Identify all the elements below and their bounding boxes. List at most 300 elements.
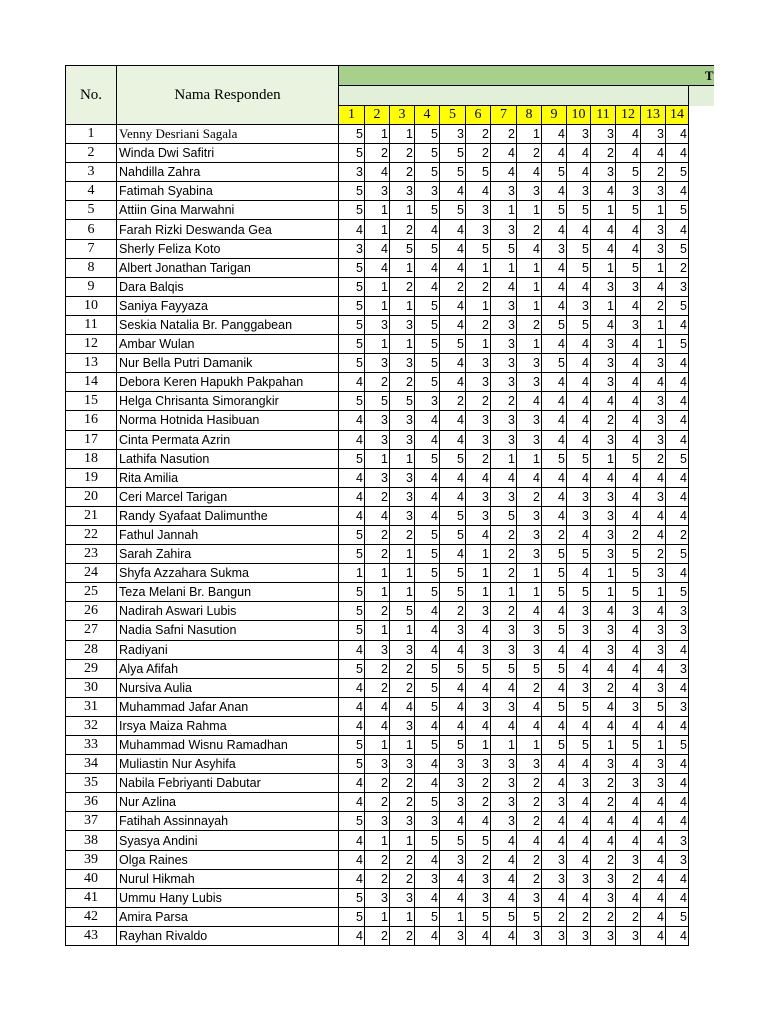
score-cell-q3: 2 — [390, 678, 415, 697]
score-cell-q2: 2 — [365, 487, 390, 506]
score-cell-q9: 4 — [542, 831, 567, 850]
score-cell-q1: 5 — [339, 449, 365, 468]
score-cell-q12: 4 — [616, 812, 641, 831]
score-cell-q2: 2 — [365, 545, 390, 564]
score-cell-q13: 2 — [641, 545, 666, 564]
score-cell-q14: 4 — [666, 373, 689, 392]
score-cell-q2: 2 — [365, 525, 390, 544]
row-ext — [689, 373, 714, 392]
score-cell-q3: 2 — [390, 774, 415, 793]
score-cell-q4: 5 — [415, 163, 440, 182]
score-cell-q7: 4 — [491, 716, 517, 735]
score-cell-q10: 4 — [567, 716, 591, 735]
row-number: 31 — [66, 697, 117, 716]
score-cell-q14: 4 — [666, 640, 689, 659]
score-cell-q7: 4 — [491, 163, 517, 182]
score-cell-q2: 1 — [365, 296, 390, 315]
score-cell-q5: 4 — [440, 354, 466, 373]
score-cell-q3: 2 — [390, 373, 415, 392]
score-cell-q6: 4 — [466, 525, 491, 544]
score-cell-q3: 2 — [390, 525, 415, 544]
score-cell-q6: 2 — [466, 125, 491, 144]
score-cell-q4: 4 — [415, 468, 440, 487]
score-cell-q14: 4 — [666, 678, 689, 697]
score-cell-q12: 5 — [616, 258, 641, 277]
score-cell-q5: 5 — [440, 659, 466, 678]
score-cell-q11: 2 — [591, 144, 616, 163]
score-cell-q3: 3 — [390, 755, 415, 774]
score-cell-q9: 3 — [542, 793, 567, 812]
score-cell-q9: 4 — [542, 277, 567, 296]
score-cell-q12: 4 — [616, 468, 641, 487]
score-cell-q11: 4 — [591, 220, 616, 239]
score-cell-q8: 1 — [517, 335, 542, 354]
score-cell-q11: 3 — [591, 335, 616, 354]
score-cell-q12: 4 — [616, 239, 641, 258]
score-cell-q11: 4 — [591, 659, 616, 678]
score-cell-q10: 3 — [567, 774, 591, 793]
respondent-name: Rayhan Rivaldo — [117, 926, 339, 945]
table-row — [66, 201, 714, 220]
score-cell-q14: 3 — [666, 277, 689, 296]
score-cell-q5: 4 — [440, 468, 466, 487]
score-cell-q7: 3 — [491, 296, 517, 315]
score-cell-q3: 2 — [390, 793, 415, 812]
table-row — [66, 774, 714, 793]
row-ext — [689, 487, 714, 506]
score-cell-q8: 1 — [517, 258, 542, 277]
score-cell-q2: 1 — [365, 277, 390, 296]
row-number: 42 — [66, 907, 117, 926]
score-cell-q7: 3 — [491, 354, 517, 373]
score-cell-q4: 5 — [415, 201, 440, 220]
score-cell-q9: 5 — [542, 449, 567, 468]
score-cell-q6: 1 — [466, 335, 491, 354]
score-cell-q4: 5 — [415, 564, 440, 583]
question-number-8: 8 — [517, 106, 542, 125]
row-number: 10 — [66, 296, 117, 315]
score-cell-q7: 2 — [491, 564, 517, 583]
score-cell-q5: 5 — [440, 564, 466, 583]
score-cell-q7: 4 — [491, 144, 517, 163]
score-cell-q12: 4 — [616, 659, 641, 678]
score-cell-q10: 4 — [567, 793, 591, 812]
score-cell-q12: 3 — [616, 277, 641, 296]
score-cell-q13: 4 — [641, 602, 666, 621]
table-row — [66, 449, 714, 468]
score-cell-q3: 3 — [390, 487, 415, 506]
score-cell-q14: 2 — [666, 525, 689, 544]
score-cell-q6: 4 — [466, 716, 491, 735]
respondent-table — [65, 65, 714, 946]
row-number: 19 — [66, 468, 117, 487]
score-cell-q8: 1 — [517, 449, 542, 468]
score-cell-q4: 5 — [415, 296, 440, 315]
score-cell-q12: 3 — [616, 182, 641, 201]
table-row — [66, 716, 714, 735]
row-number: 13 — [66, 354, 117, 373]
row-ext — [689, 163, 714, 182]
score-cell-q8: 2 — [517, 315, 542, 334]
score-cell-q3: 1 — [390, 296, 415, 315]
score-cell-q9: 5 — [542, 583, 567, 602]
score-cell-q8: 3 — [517, 755, 542, 774]
respondent-name: Ummu Hany Lubis — [117, 888, 339, 907]
score-cell-q5: 4 — [440, 430, 466, 449]
score-cell-q4: 5 — [415, 736, 440, 755]
row-ext — [689, 850, 714, 869]
score-cell-q6: 1 — [466, 583, 491, 602]
score-cell-q5: 5 — [440, 144, 466, 163]
score-cell-q12: 2 — [616, 907, 641, 926]
question-number-7: 7 — [491, 106, 517, 125]
question-number-12: 12 — [616, 106, 641, 125]
score-cell-q14: 4 — [666, 392, 689, 411]
score-cell-q11: 3 — [591, 755, 616, 774]
score-cell-q5: 1 — [440, 907, 466, 926]
table-row — [66, 163, 714, 182]
score-cell-q10: 4 — [567, 373, 591, 392]
score-cell-q1: 5 — [339, 201, 365, 220]
score-cell-q3: 1 — [390, 907, 415, 926]
score-cell-q9: 2 — [542, 525, 567, 544]
score-cell-q7: 3 — [491, 220, 517, 239]
score-cell-q8: 2 — [517, 220, 542, 239]
score-cell-q5: 5 — [440, 201, 466, 220]
score-cell-q11: 4 — [591, 315, 616, 334]
score-cell-q9: 4 — [542, 335, 567, 354]
table-row — [66, 335, 714, 354]
score-cell-q4: 5 — [415, 144, 440, 163]
score-cell-q14: 4 — [666, 812, 689, 831]
row-ext — [689, 736, 714, 755]
score-cell-q2: 3 — [365, 182, 390, 201]
score-cell-q6: 3 — [466, 697, 491, 716]
score-cell-q6: 1 — [466, 545, 491, 564]
question-number-14: 14 — [666, 106, 689, 125]
score-cell-q14: 4 — [666, 468, 689, 487]
score-cell-q12: 4 — [616, 487, 641, 506]
score-cell-q4: 4 — [415, 850, 440, 869]
score-cell-q11: 3 — [591, 487, 616, 506]
score-cell-q6: 4 — [466, 621, 491, 640]
score-cell-q4: 4 — [415, 926, 440, 945]
row-ext — [689, 926, 714, 945]
score-cell-q4: 3 — [415, 812, 440, 831]
score-cell-q9: 4 — [542, 182, 567, 201]
score-cell-q3: 3 — [390, 430, 415, 449]
respondent-name: Nabila Febriyanti Dabutar — [117, 774, 339, 793]
score-cell-q7: 1 — [491, 258, 517, 277]
score-cell-q4: 4 — [415, 277, 440, 296]
score-cell-q8: 1 — [517, 583, 542, 602]
row-number: 41 — [66, 888, 117, 907]
respondent-name: Rita Amilia — [117, 468, 339, 487]
score-cell-q7: 1 — [491, 449, 517, 468]
score-cell-q9: 4 — [542, 296, 567, 315]
score-cell-q12: 4 — [616, 678, 641, 697]
row-number: 32 — [66, 716, 117, 735]
score-cell-q14: 5 — [666, 239, 689, 258]
row-number: 29 — [66, 659, 117, 678]
score-cell-q11: 2 — [591, 907, 616, 926]
score-cell-q10: 5 — [567, 545, 591, 564]
score-cell-q5: 3 — [440, 793, 466, 812]
score-cell-q11: 1 — [591, 736, 616, 755]
row-number: 21 — [66, 506, 117, 525]
score-cell-q9: 3 — [542, 869, 567, 888]
score-cell-q14: 4 — [666, 182, 689, 201]
respondent-name: Helga Chrisanta Simorangkir — [117, 392, 339, 411]
row-number: 23 — [66, 545, 117, 564]
score-cell-q12: 4 — [616, 220, 641, 239]
score-cell-q9: 3 — [542, 239, 567, 258]
score-cell-q2: 3 — [365, 755, 390, 774]
row-ext — [689, 468, 714, 487]
score-cell-q6: 2 — [466, 449, 491, 468]
score-cell-q14: 4 — [666, 354, 689, 373]
score-cell-q8: 2 — [517, 487, 542, 506]
score-cell-q5: 4 — [440, 315, 466, 334]
score-cell-q2: 4 — [365, 258, 390, 277]
row-ext — [689, 392, 714, 411]
row-ext — [689, 621, 714, 640]
score-cell-q3: 5 — [390, 239, 415, 258]
score-cell-q13: 3 — [641, 564, 666, 583]
table-row — [66, 258, 714, 277]
score-cell-q7: 1 — [491, 736, 517, 755]
score-cell-q2: 2 — [365, 850, 390, 869]
score-cell-q14: 4 — [666, 411, 689, 430]
question-number-6: 6 — [466, 106, 491, 125]
score-cell-q8: 3 — [517, 888, 542, 907]
respondent-name: Teza Melani Br. Bangun — [117, 583, 339, 602]
score-cell-q2: 3 — [365, 411, 390, 430]
score-cell-q7: 4 — [491, 831, 517, 850]
score-cell-q10: 4 — [567, 564, 591, 583]
score-cell-q9: 4 — [542, 812, 567, 831]
score-cell-q7: 1 — [491, 583, 517, 602]
table-row — [66, 144, 714, 163]
score-cell-q3: 3 — [390, 182, 415, 201]
score-cell-q11: 3 — [591, 525, 616, 544]
score-cell-q7: 3 — [491, 640, 517, 659]
score-cell-q3: 1 — [390, 583, 415, 602]
table-row — [66, 354, 714, 373]
score-cell-q12: 5 — [616, 583, 641, 602]
row-number: 36 — [66, 793, 117, 812]
score-cell-q14: 4 — [666, 716, 689, 735]
respondent-name: Muhammad Wisnu Ramadhan — [117, 736, 339, 755]
score-cell-q11: 3 — [591, 354, 616, 373]
row-ext — [689, 812, 714, 831]
table-row — [66, 564, 714, 583]
score-cell-q2: 4 — [365, 163, 390, 182]
table-row — [66, 831, 714, 850]
score-cell-q8: 3 — [517, 354, 542, 373]
question-number-13: 13 — [641, 106, 666, 125]
score-cell-q14: 4 — [666, 487, 689, 506]
score-cell-q4: 5 — [415, 335, 440, 354]
score-cell-q3: 3 — [390, 716, 415, 735]
score-cell-q3: 1 — [390, 564, 415, 583]
respondent-name: Randy Syafaat Dalimunthe — [117, 506, 339, 525]
score-cell-q12: 3 — [616, 926, 641, 945]
respondent-name: Amira Parsa — [117, 907, 339, 926]
score-cell-q11: 3 — [591, 277, 616, 296]
score-cell-q2: 2 — [365, 659, 390, 678]
score-cell-q10: 4 — [567, 163, 591, 182]
score-cell-q14: 5 — [666, 163, 689, 182]
score-cell-q11: 3 — [591, 869, 616, 888]
score-cell-q10: 4 — [567, 411, 591, 430]
question-number-1: 1 — [339, 106, 365, 125]
score-cell-q14: 4 — [666, 506, 689, 525]
score-cell-q9: 3 — [542, 926, 567, 945]
score-cell-q6: 5 — [466, 831, 491, 850]
score-cell-q10: 4 — [567, 220, 591, 239]
score-cell-q1: 5 — [339, 315, 365, 334]
score-cell-q7: 2 — [491, 602, 517, 621]
row-ext — [689, 525, 714, 544]
respondent-name: Albert Jonathan Tarigan — [117, 258, 339, 277]
score-cell-q13: 3 — [641, 125, 666, 144]
table-row — [66, 430, 714, 449]
score-cell-q3: 1 — [390, 335, 415, 354]
score-cell-q10: 5 — [567, 239, 591, 258]
score-cell-q12: 4 — [616, 296, 641, 315]
respondent-name: Muhammad Jafar Anan — [117, 697, 339, 716]
header-band-fragment: T — [704, 67, 714, 83]
row-number: 5 — [66, 201, 117, 220]
row-number: 2 — [66, 144, 117, 163]
score-cell-q1: 5 — [339, 583, 365, 602]
score-cell-q7: 2 — [491, 545, 517, 564]
score-cell-q5: 5 — [440, 736, 466, 755]
respondent-name: Norma Hotnida Hasibuan — [117, 411, 339, 430]
score-cell-q5: 2 — [440, 392, 466, 411]
score-cell-q2: 2 — [365, 373, 390, 392]
score-cell-q5: 5 — [440, 335, 466, 354]
score-cell-q4: 4 — [415, 774, 440, 793]
score-cell-q2: 5 — [365, 392, 390, 411]
score-cell-q7: 3 — [491, 812, 517, 831]
score-cell-q14: 4 — [666, 430, 689, 449]
score-cell-q6: 3 — [466, 755, 491, 774]
row-ext — [689, 755, 714, 774]
score-cell-q14: 4 — [666, 755, 689, 774]
score-cell-q10: 4 — [567, 888, 591, 907]
row-number: 16 — [66, 411, 117, 430]
table-row — [66, 697, 714, 716]
respondent-name: Farah Rizki Deswanda Gea — [117, 220, 339, 239]
score-cell-q7: 2 — [491, 392, 517, 411]
score-cell-q7: 3 — [491, 373, 517, 392]
header-band-top — [339, 66, 714, 86]
score-cell-q2: 2 — [365, 869, 390, 888]
score-cell-q2: 1 — [365, 907, 390, 926]
score-cell-q13: 2 — [641, 163, 666, 182]
row-number: 3 — [66, 163, 117, 182]
score-cell-q2: 3 — [365, 430, 390, 449]
score-cell-q12: 4 — [616, 621, 641, 640]
score-cell-q6: 3 — [466, 888, 491, 907]
respondent-name: Sarah Zahira — [117, 545, 339, 564]
score-cell-q10: 3 — [567, 125, 591, 144]
score-cell-q7: 4 — [491, 468, 517, 487]
score-cell-q14: 3 — [666, 831, 689, 850]
score-cell-q8: 3 — [517, 640, 542, 659]
table-row — [66, 220, 714, 239]
score-cell-q2: 1 — [365, 736, 390, 755]
score-cell-q6: 3 — [466, 220, 491, 239]
score-cell-q1: 4 — [339, 678, 365, 697]
score-cell-q2: 3 — [365, 315, 390, 334]
score-cell-q8: 3 — [517, 621, 542, 640]
score-cell-q4: 4 — [415, 411, 440, 430]
score-cell-q7: 3 — [491, 487, 517, 506]
table-row — [66, 907, 714, 926]
score-cell-q2: 1 — [365, 220, 390, 239]
score-cell-q6: 5 — [466, 163, 491, 182]
respondent-name: Attiin Gina Marwahni — [117, 201, 339, 220]
score-cell-q4: 5 — [415, 678, 440, 697]
respondent-name: Shyfa Azzahara Sukma — [117, 564, 339, 583]
score-cell-q5: 4 — [440, 411, 466, 430]
score-cell-q14: 4 — [666, 564, 689, 583]
row-ext — [689, 907, 714, 926]
question-number-5: 5 — [440, 106, 466, 125]
row-number: 38 — [66, 831, 117, 850]
score-cell-q11: 3 — [591, 373, 616, 392]
score-cell-q7: 3 — [491, 335, 517, 354]
row-ext — [689, 888, 714, 907]
score-cell-q14: 4 — [666, 774, 689, 793]
row-number: 30 — [66, 678, 117, 697]
score-cell-q3: 1 — [390, 621, 415, 640]
row-number: 22 — [66, 525, 117, 544]
row-number: 17 — [66, 430, 117, 449]
score-cell-q12: 2 — [616, 869, 641, 888]
score-cell-q14: 4 — [666, 144, 689, 163]
row-ext — [689, 640, 714, 659]
respondent-name: Venny Desriani Sagala — [117, 125, 339, 144]
score-cell-q5: 4 — [440, 258, 466, 277]
table-row — [66, 411, 714, 430]
score-cell-q2: 2 — [365, 926, 390, 945]
score-cell-q1: 5 — [339, 335, 365, 354]
score-cell-q3: 1 — [390, 831, 415, 850]
row-number: 4 — [66, 182, 117, 201]
score-cell-q2: 1 — [365, 335, 390, 354]
score-cell-q1: 5 — [339, 907, 365, 926]
score-cell-q13: 4 — [641, 793, 666, 812]
score-cell-q14: 2 — [666, 258, 689, 277]
score-cell-q13: 3 — [641, 239, 666, 258]
score-cell-q11: 3 — [591, 888, 616, 907]
score-cell-q2: 4 — [365, 239, 390, 258]
score-cell-q11: 4 — [591, 812, 616, 831]
respondent-name: Saniya Fayyaza — [117, 296, 339, 315]
row-number: 26 — [66, 602, 117, 621]
score-cell-q4: 4 — [415, 506, 440, 525]
score-cell-q1: 3 — [339, 239, 365, 258]
question-number-ext — [689, 106, 714, 125]
score-cell-q7: 5 — [491, 907, 517, 926]
table-row — [66, 182, 714, 201]
score-cell-q1: 5 — [339, 392, 365, 411]
respondent-name: Seskia Natalia Br. Panggabean — [117, 315, 339, 334]
